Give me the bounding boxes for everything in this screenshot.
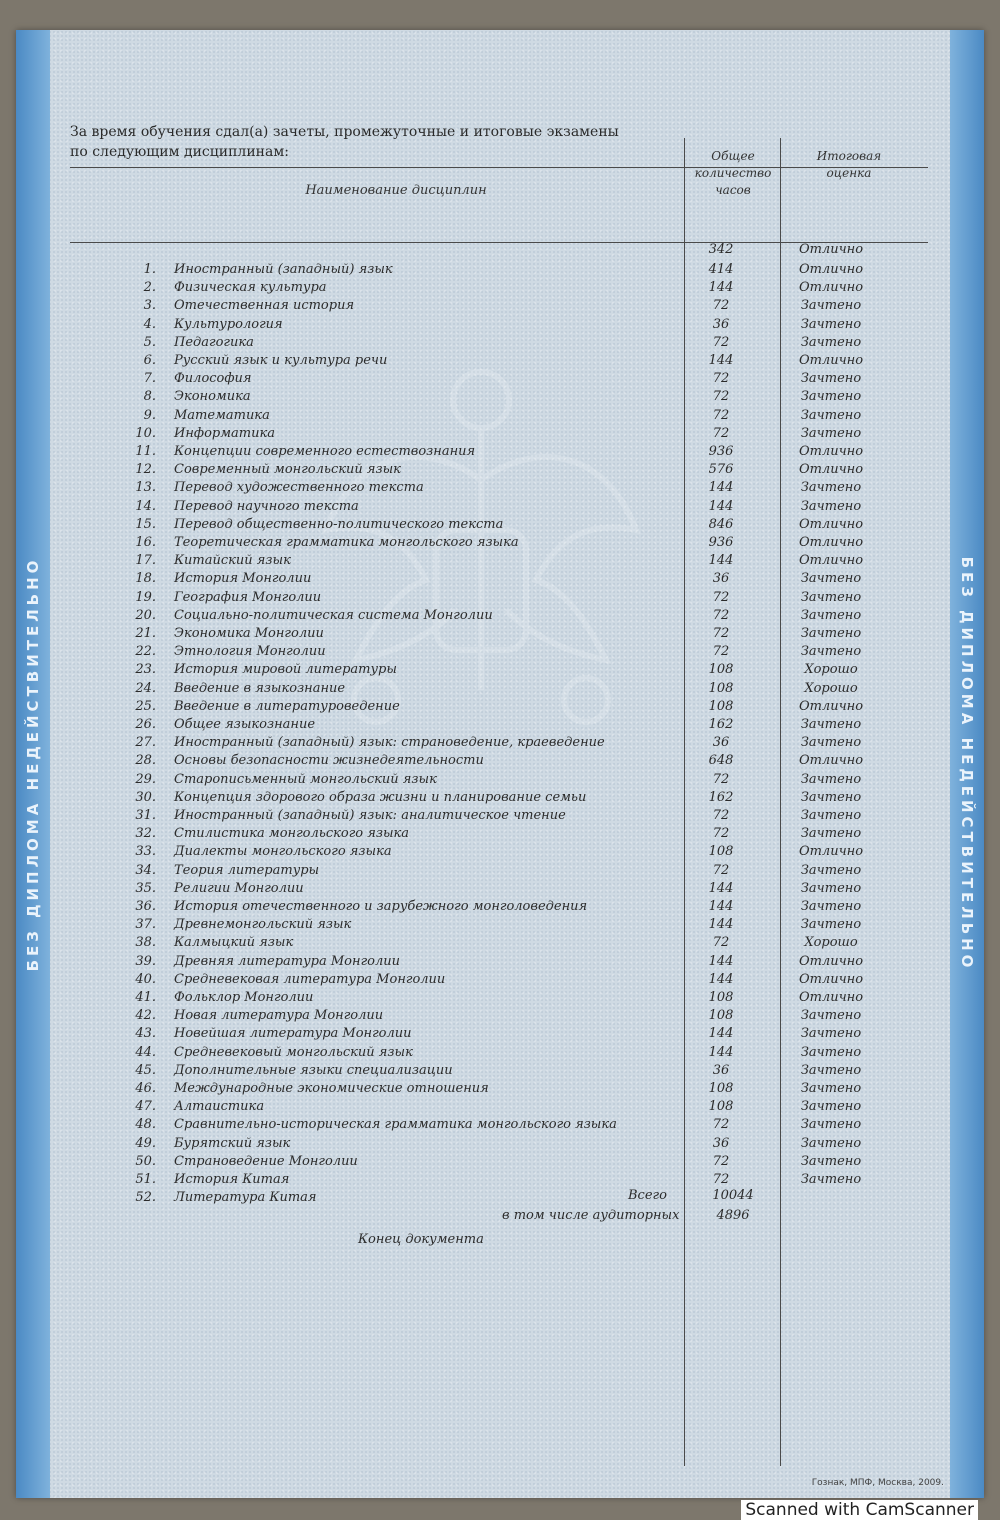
discipline-name: Экономика [174,389,251,405]
discipline-hours: 72 [712,389,730,405]
row-number: 27. [135,735,156,751]
table-row [116,899,876,917]
discipline-grade: Отлично [798,990,864,1005]
top-entry-grade: Отлично [798,242,864,257]
discipline-name: Алтаистика [174,1099,265,1115]
table-row [116,917,876,935]
row-number: 8. [143,389,156,405]
discipline-grade: Зачтено [800,589,862,605]
row-number: 48. [135,1117,156,1133]
discipline-name: Перевод общественно-политического текста [174,516,504,532]
discipline-hours: 144 [708,280,734,296]
discipline-grade: Зачтено [800,1081,862,1096]
right-band-text: БЕЗ ДИПЛОМА НЕДЕЙСТВИТЕЛЬНО [958,556,976,972]
discipline-grade: Зачтено [800,644,862,660]
row-number: 17. [135,553,156,569]
discipline-name: Иностранный (западный) язык: аналитическое чтение [174,808,566,823]
table-row [116,1154,876,1172]
discipline-name: Страноведение Монголии [174,1153,358,1169]
discipline-grade: Зачтено [800,717,862,732]
table-row [116,590,876,608]
row-number: 44. [135,1044,156,1060]
discipline-grade: Хорошо [804,935,858,951]
table-row [116,317,876,335]
header-text [70,122,670,162]
discipline-hours: 108 [708,844,734,860]
discipline-grade: Зачтено [800,1117,862,1133]
discipline-grade: Зачтено [800,862,862,878]
discipline-grade: Зачтено [800,899,862,914]
row-number: 47. [135,1099,156,1115]
table-row [116,808,876,826]
table-row [116,699,876,717]
row-number: 14. [135,498,156,514]
table-row [116,644,876,662]
discipline-grade: Зачтено [800,1099,862,1115]
scanner-watermark: Scanned with CamScanner [741,1500,978,1520]
row-number: 30. [135,789,156,805]
row-number: 49. [135,1135,156,1151]
discipline-name: Старописьменный монгольский язык [174,771,437,787]
discipline-name: Калмыцкий язык [174,935,294,951]
discipline-grade: Зачтено [800,826,862,842]
row-number: 46. [135,1081,156,1096]
discipline-name: География Монголии [174,589,322,605]
table-row [116,772,876,790]
table-row [116,935,876,953]
printer-imprint: Гознак, МПФ, Москва, 2009. [811,1478,944,1488]
row-number: 41. [135,990,156,1005]
discipline-hours: 936 [708,444,734,459]
discipline-hours: 936 [708,535,734,550]
discipline-name: Концепция здорового образа жизни и планирование семьи [174,789,587,805]
left-security-band [16,30,50,1498]
discipline-name: Новая литература Монголии [174,1008,384,1024]
row-number: 9. [143,407,156,423]
row-number: 23. [135,662,156,678]
table-row [116,735,876,753]
discipline-grade: Зачтено [800,1044,862,1060]
discipline-name: Философия [174,371,252,387]
discipline-hours: 108 [708,662,734,678]
discipline-hours: 72 [712,334,730,350]
discipline-hours: 72 [712,826,730,842]
row-number: 13. [135,480,156,496]
discipline-grade: Отлично [798,971,864,987]
discipline-name: История Монголии [174,571,312,587]
row-number: 5. [143,334,156,350]
row-number: 25. [135,698,156,714]
table-row [116,371,876,389]
row-number: 12. [135,462,156,478]
discipline-hours: 144 [708,553,734,569]
discipline-name: Этнология Монголии [174,644,326,660]
row-number: 18. [135,571,156,587]
discipline-name: История Китая [174,1172,290,1187]
row-number: 1. [143,262,156,277]
discipline-grade: Отлично [798,280,864,296]
column-header-name: Наименование дисциплин [305,183,487,198]
table-row [116,499,876,517]
table-row [116,1045,876,1063]
row-number: 22. [135,644,156,660]
discipline-grade: Зачтено [800,626,862,641]
row-number: 10. [135,425,156,441]
discipline-name: Дополнительные языки специализации [174,1062,453,1078]
discipline-grade: Отлично [798,462,864,478]
row-number: 36. [135,899,156,914]
table-row [116,608,876,626]
discipline-hours: 72 [712,862,730,878]
table-row [116,262,876,280]
discipline-grade: Отлично [798,553,864,569]
row-number: 4. [143,316,156,332]
table-row [116,1117,876,1135]
row-number: 32. [135,826,156,842]
discipline-hours: 108 [708,1081,734,1096]
total-label: Всего [628,1188,667,1203]
column-header-hours [690,148,776,199]
discipline-name: Культурология [174,316,283,332]
discipline-hours: 72 [712,808,730,823]
discipline-hours: 144 [708,480,734,496]
discipline-name: Иностранный (западный) язык [174,262,393,277]
discipline-grade: Зачтено [800,298,862,314]
table-row [116,553,876,571]
table-row [116,626,876,644]
table-row [116,335,876,353]
table-row [116,826,876,844]
row-number: 28. [135,753,156,769]
discipline-grade: Зачтено [800,1172,862,1187]
table-row-top-entry [116,242,876,260]
discipline-name: Литература Китая [174,1190,317,1206]
discipline-grade: Зачтено [800,389,862,405]
discipline-name: Новейшая литература Монголии [174,1026,412,1042]
discipline-hours: 72 [712,935,730,951]
discipline-hours: 144 [708,899,734,914]
discipline-hours: 36 [712,735,730,751]
discipline-name: История отечественного и зарубежного монголоведения [174,899,588,914]
table-row [116,790,876,808]
diploma-supplement-sheet [16,30,984,1498]
table-row [116,1008,876,1026]
discipline-hours: 72 [712,1172,730,1187]
right-security-band [950,30,984,1498]
discipline-grade: Зачтено [800,1026,862,1042]
discipline-grade: Зачтено [800,789,862,805]
discipline-grade: Зачтено [800,407,862,423]
discipline-hours: 72 [712,407,730,423]
discipline-name: Стилистика монгольского языка [174,826,410,842]
row-number: 40. [135,971,156,987]
table-row [116,408,876,426]
discipline-name: Теория литературы [174,862,320,878]
discipline-grade: Отлично [798,353,864,368]
discipline-name: Древняя литература Монголии [174,953,400,969]
discipline-name: Средневековый монгольский язык [174,1044,413,1060]
row-number: 45. [135,1062,156,1078]
header-line-1: За время обучения сдал(а) зачеты, промежуточные и итоговые экзамены [70,124,619,140]
discipline-name: Сравнительно-историческая грамматика монгольского языка [174,1117,617,1133]
table-row [116,863,876,881]
discipline-name: Современный монгольский язык [174,462,401,478]
discipline-grade: Отлично [798,953,864,969]
discipline-grade: Отлично [798,535,864,550]
table-row [116,462,876,480]
discipline-hours: 72 [712,371,730,387]
discipline-hours: 144 [708,880,734,896]
row-number: 7. [143,371,156,387]
discipline-hours: 162 [708,789,734,805]
discipline-name: Китайский язык [174,553,291,569]
row-number: 29. [135,771,156,787]
discipline-grade: Хорошо [804,662,858,678]
row-number: 11. [135,444,156,459]
discipline-name: Религии Монголии [174,880,304,896]
discipline-name: История мировой литературы [174,662,397,678]
table-row [116,389,876,407]
discipline-name: Экономика Монголии [174,626,324,641]
discipline-name: Иностранный (западный) язык: страноведение, краеведение [174,735,605,751]
table-row [116,1099,876,1117]
row-number: 19. [135,589,156,605]
discipline-hours: 72 [712,644,730,660]
discipline-grade: Зачтено [800,480,862,496]
discipline-name: Перевод художественного текста [174,480,424,496]
discipline-hours: 144 [708,498,734,514]
table-row [116,681,876,699]
column-header-hours-line2: количество [694,166,772,180]
header-line-2: по следующим дисциплинам: [70,144,289,160]
row-number: 43. [135,1026,156,1042]
discipline-hours: 648 [708,753,734,769]
discipline-hours: 108 [708,1099,734,1115]
table-row [116,426,876,444]
table-row [116,1026,876,1044]
discipline-name: Физическая культура [174,280,327,296]
row-number: 37. [135,917,156,933]
discipline-grade: Зачтено [800,1062,862,1078]
discipline-grade: Зачтено [800,371,862,387]
total-value: 10044 [712,1188,754,1203]
auditory-value: 4896 [716,1208,750,1223]
discipline-name: Введение в языкознание [174,680,346,696]
discipline-name: Общее языкознание [174,717,316,732]
discipline-hours: 144 [708,917,734,933]
table-row [116,535,876,553]
row-number: 24. [135,680,156,696]
discipline-grade: Отлично [798,444,864,459]
column-header-grade [790,148,908,182]
row-number: 31. [135,808,156,823]
row-number: 26. [135,717,156,732]
row-number: 52. [135,1190,156,1206]
discipline-hours: 108 [708,680,734,696]
discipline-grade: Зачтено [800,1135,862,1151]
discipline-hours: 72 [712,589,730,605]
discipline-hours: 144 [708,971,734,987]
row-number: 39. [135,953,156,969]
discipline-name: Бурятский язык [174,1135,291,1151]
row-number: 42. [135,1008,156,1024]
discipline-name: Диалекты монгольского языка [174,844,392,860]
discipline-grade: Зачтено [800,334,862,350]
discipline-hours: 36 [712,316,730,332]
table-row [116,844,876,862]
discipline-grade: Зачтено [800,425,862,441]
table-row [116,280,876,298]
table-row [116,1081,876,1099]
row-number: 21. [135,626,156,641]
discipline-hours: 72 [712,298,730,314]
discipline-hours: 414 [708,262,734,277]
discipline-name: Информатика [174,425,275,441]
column-header-hours-line1: Общее [711,149,755,163]
discipline-grade: Зачтено [800,771,862,787]
table-row [116,571,876,589]
discipline-hours: 72 [712,626,730,641]
discipline-name: Древнемонгольский язык [174,917,352,933]
row-number: 34. [135,862,156,878]
discipline-hours: 36 [712,1062,730,1078]
row-number: 33. [135,844,156,860]
discipline-grade: Зачтено [800,1153,862,1169]
row-number: 16. [135,535,156,550]
row-number: 6. [143,353,156,368]
table-row [116,1063,876,1081]
discipline-hours: 144 [708,953,734,969]
discipline-grade: Отлично [798,844,864,860]
discipline-hours: 162 [708,717,734,732]
row-number: 15. [135,516,156,532]
discipline-grade: Хорошо [804,680,858,696]
discipline-hours: 72 [712,1117,730,1133]
discipline-grade: Зачтено [800,880,862,896]
table-row [116,954,876,972]
row-number: 38. [135,935,156,951]
discipline-name: Социально-политическая система Монголии [174,607,493,623]
table-row [116,444,876,462]
table-row [116,990,876,1008]
discipline-hours: 108 [708,990,734,1005]
table-row [116,881,876,899]
table-row [116,517,876,535]
discipline-hours: 144 [708,353,734,368]
discipline-hours: 108 [708,698,734,714]
top-entry-hours: 342 [708,242,734,257]
discipline-name: Фольклор Монголии [174,990,314,1005]
discipline-grade: Зачтено [800,917,862,933]
row-number: 2. [143,280,156,296]
column-header-grade-line1: Итоговая [816,149,882,163]
discipline-hours: 144 [708,1044,734,1060]
table-row [116,753,876,771]
table-row [116,717,876,735]
discipline-hours: 36 [712,571,730,587]
table-row [116,480,876,498]
discipline-hours: 72 [712,1153,730,1169]
discipline-grade: Зачтено [800,808,862,823]
discipline-grade: Отлично [798,753,864,769]
left-band-text: БЕЗ ДИПЛОМА НЕДЕЙСТВИТЕЛЬНО [24,556,42,972]
discipline-grade: Зачтено [800,316,862,332]
row-number: 3. [143,298,156,314]
discipline-grade: Отлично [798,516,864,532]
discipline-name: Математика [174,407,270,423]
discipline-hours: 576 [708,462,734,478]
row-number: 20. [135,607,156,623]
discipline-grade: Отлично [798,262,864,277]
discipline-name: Педагогика [174,334,254,350]
discipline-name: Концепции современного естествознания [174,444,476,459]
discipline-grade: Зачтено [800,1008,862,1024]
discipline-name: Международные экономические отношения [174,1081,489,1096]
discipline-name: Основы безопасности жизнедеятельности [174,753,484,769]
discipline-grade: Зачтено [800,498,862,514]
row-number: 35. [135,880,156,896]
table-row [116,972,876,990]
discipline-hours: 36 [712,1135,730,1151]
column-header-grade-line2: оценка [826,166,872,180]
row-number: 50. [135,1153,156,1169]
table-row [116,662,876,680]
discipline-grade: Зачтено [800,571,862,587]
discipline-grade: Зачтено [800,607,862,623]
discipline-name: Теоретическая грамматика монгольского языка [174,535,519,550]
discipline-name: Отечественная история [174,298,355,314]
discipline-name: Перевод научного текста [174,498,359,514]
discipline-hours: 108 [708,1008,734,1024]
end-of-document: Конец документа [358,1232,484,1247]
discipline-hours: 144 [708,1026,734,1042]
auditory-label: в том числе аудиторных [502,1208,680,1223]
discipline-name: Введение в литературоведение [174,698,400,714]
discipline-hours: 72 [712,771,730,787]
table-row [116,353,876,371]
table-row [116,1136,876,1154]
discipline-name: Русский язык и культура речи [174,353,388,368]
discipline-grade: Зачтено [800,735,862,751]
discipline-hours: 846 [708,516,734,532]
table-row [116,298,876,316]
column-header-hours-line3: часов [715,183,751,197]
discipline-hours: 72 [712,425,730,441]
discipline-name: Средневековая литература Монголии [174,971,446,987]
discipline-grade: Отлично [798,698,864,714]
row-number: 51. [135,1172,156,1187]
discipline-hours: 72 [712,607,730,623]
